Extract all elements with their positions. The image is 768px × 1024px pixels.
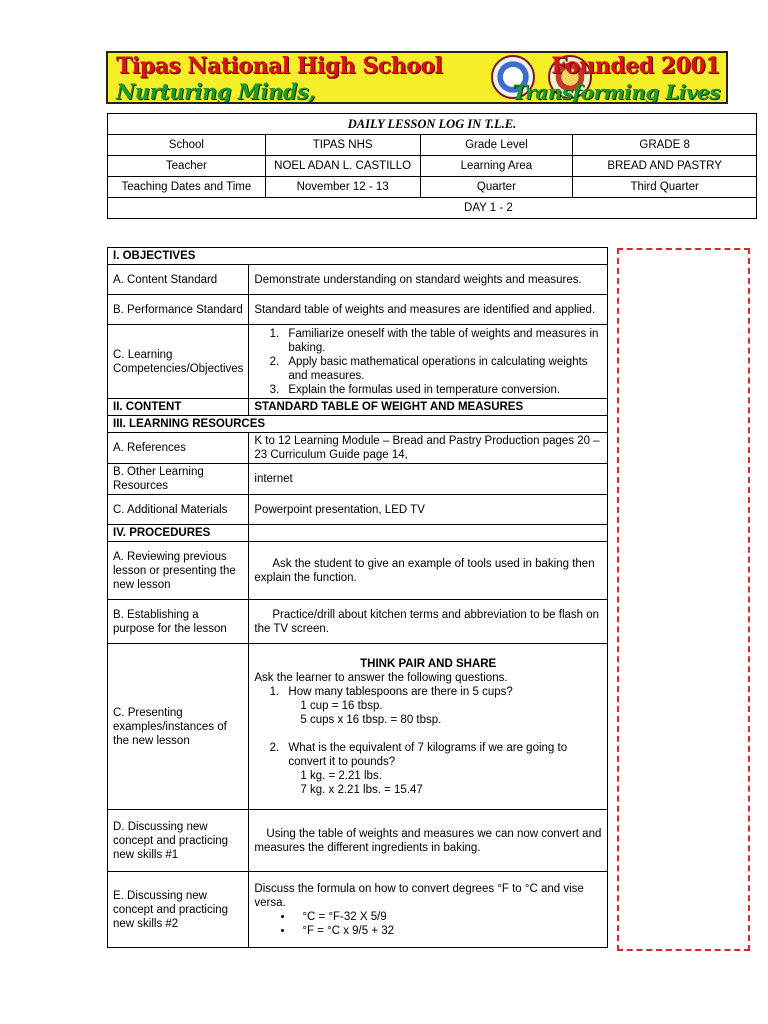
- purpose-text: Practice/drill about kitchen terms and abbreviation to be flash on the TV screen.: [249, 600, 608, 644]
- content-text: STANDARD TABLE OF WEIGHT AND MEASURES: [249, 399, 608, 416]
- banner-motto-left: Nurturing Minds,: [116, 79, 316, 104]
- other-resources-label: B. Other Learning Resources: [108, 464, 249, 495]
- header-cell: Learning Area: [420, 156, 573, 177]
- header-cell: NOEL ADAN L. CASTILLO: [265, 156, 420, 177]
- presenting-content: [249, 644, 608, 810]
- header-cell: November 12 - 13: [265, 177, 420, 198]
- header-day: DAY 1 - 2: [420, 198, 756, 219]
- other-resources-text: internet: [249, 464, 608, 495]
- additional-materials-text: Powerpoint presentation, LED TV: [249, 495, 608, 525]
- banner-motto-right: Transforming Lives: [512, 80, 720, 104]
- review-text: Ask the student to give an example of tools used in baking then explain the function.: [249, 542, 608, 600]
- banner-founded: Founded 2001: [551, 53, 720, 79]
- question-item: 1. How many tablespoons are there in 5 cups? 1 cup = 16 tbsp. 5 cups x 16 tbsp. = 80 tbsp.: [282, 685, 602, 741]
- competency-item: 3. Explain the formulas used in temperature conversion.: [282, 383, 602, 397]
- purpose-label: B. Establishing a purpose for the lesson: [108, 600, 249, 644]
- objectives-heading: I. OBJECTIVES: [108, 248, 608, 265]
- answer-line: 7 kg. x 2.21 lbs. = 15.47: [300, 783, 423, 796]
- header-cell: Quarter: [420, 177, 573, 198]
- discussing2-label: E. Discussing new concept and practicing new skills #2: [108, 872, 249, 948]
- lesson-plan-table: [107, 247, 608, 948]
- procedures-heading: IV. PROCEDURES: [108, 525, 249, 542]
- content-heading: II. CONTENT: [108, 399, 249, 416]
- header-cell: TIPAS NHS: [265, 135, 420, 156]
- presenting-title: THINK PAIR AND SHARE: [360, 657, 497, 670]
- answer-line: 1 cup = 16 tbsp.: [300, 699, 383, 712]
- discussing2-text: Discuss the formula on how to convert degrees °F to °C and vise versa.: [254, 882, 584, 909]
- header-cell: BREAD AND PASTRY: [573, 156, 757, 177]
- competency-item: 1. Familiarize oneself with the table of weights and measures in baking.: [282, 327, 602, 355]
- presenting-intro: Ask the learner to answer the following questions.: [254, 671, 508, 684]
- answer-line: 5 cups x 16 tbsp. = 80 tbsp.: [300, 713, 442, 726]
- header-cell: Teaching Dates and Time: [108, 177, 266, 198]
- content-standard-text: Demonstrate understanding on standard weights and measures.: [249, 265, 608, 295]
- header-cell: Third Quarter: [573, 177, 757, 198]
- resources-heading: III. LEARNING RESOURCES: [108, 416, 608, 433]
- review-label: A. Reviewing previous lesson or presenting the new lesson: [108, 542, 249, 600]
- answer-line: 1 kg. = 2.21 lbs.: [300, 769, 382, 782]
- header-cell: School: [108, 135, 266, 156]
- discussing1-label: D. Discussing new concept and practicing new skills #1: [108, 810, 249, 872]
- school-banner: [106, 51, 728, 104]
- presenting-label: C. Presenting examples/instances of the new lesson: [108, 644, 249, 810]
- performance-standard-label: B. Performance Standard: [108, 295, 249, 325]
- additional-materials-label: C. Additional Materials: [108, 495, 249, 525]
- banner-school-name: Tipas National High School: [116, 53, 443, 79]
- performance-standard-text: Standard table of weights and measures are identified and applied.: [249, 295, 608, 325]
- lesson-log-header-table: [107, 113, 757, 219]
- discussing2-content: [249, 872, 608, 948]
- competency-item: 2. Apply basic mathematical operations in calculating weights and measures.: [282, 355, 602, 383]
- notes-margin-box: [617, 248, 750, 951]
- header-cell: GRADE 8: [573, 135, 757, 156]
- question-item: 2. What is the equivalent of 7 kilograms if we are going to convert it to pounds? 1 kg. = 2.21 lbs. 7 kg. x 2.21 lbs. = 15.47: [282, 741, 602, 797]
- competencies-list: [249, 325, 608, 399]
- header-cell: Grade Level: [420, 135, 573, 156]
- header-cell: Teacher: [108, 156, 266, 177]
- header-title: DAILY LESSON LOG IN T.L.E.: [108, 114, 757, 135]
- content-standard-label: A. Content Standard: [108, 265, 249, 295]
- formula-item: • °C = °F-32 X 5/9: [294, 910, 602, 924]
- discussing1-text: Using the table of weights and measures we can now convert and measures the different ingredients in baking.: [249, 810, 608, 872]
- competencies-label: C. Learning Competencies/Objectives: [108, 325, 249, 399]
- references-label: A. References: [108, 433, 249, 464]
- formula-item: • °F = °C x 9/5 + 32: [294, 924, 602, 938]
- references-text: K to 12 Learning Module – Bread and Pastry Production pages 20 – 23 Curriculum Guide page 14,: [249, 433, 608, 464]
